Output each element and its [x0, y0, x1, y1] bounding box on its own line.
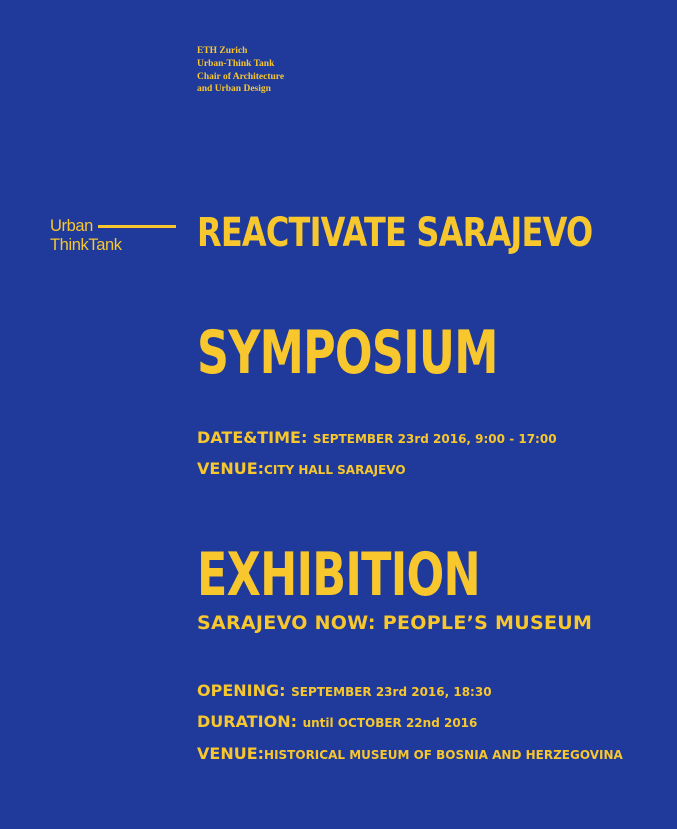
symposium-heading: SYMPOSIUM	[197, 318, 498, 388]
institution-line: Chair of Architecture	[197, 71, 285, 82]
institution-line: Urban-Think Tank	[197, 58, 275, 69]
exhibition-heading: EXHIBITION	[197, 540, 480, 610]
institution-block	[197, 45, 284, 96]
datetime-label: DATE&TIME:	[197, 428, 308, 447]
opening-value: SEPTEMBER 23rd 2016, 18:30	[291, 685, 492, 699]
exhibition-duration	[197, 712, 477, 731]
institution-line: ETH Zurich	[197, 46, 248, 56]
exhibition-opening	[197, 681, 492, 700]
logo-word-thinktank: ThinkTank	[50, 236, 122, 254]
exhibition-subtitle: SARAJEVO NOW: PEOPLE’S MUSEUM	[197, 612, 593, 634]
venue-value: CITY HALL SARAJEVO	[264, 463, 406, 477]
opening-label: OPENING:	[197, 681, 286, 700]
logo-rule	[98, 225, 176, 228]
symposium-venue	[197, 459, 406, 478]
institution-line: and Urban Design	[197, 84, 271, 95]
duration-value: until OCTOBER 22nd 2016	[302, 716, 478, 730]
exhibition-venue	[197, 744, 623, 763]
logo-word-urban: Urban	[50, 217, 93, 235]
duration-label: DURATION:	[197, 712, 297, 731]
venue-value: HISTORICAL MUSEUM OF BOSNIA AND HERZEGOVINA	[264, 748, 623, 762]
venue-label: VENUE:	[197, 744, 265, 763]
symposium-datetime	[197, 428, 557, 447]
venue-label: VENUE:	[197, 459, 265, 478]
datetime-value: SEPTEMBER 23rd 2016, 9:00 - 17:00	[312, 432, 557, 446]
page-title: REACTIVATE SARAJEVO	[197, 210, 593, 256]
urban-think-tank-logo	[50, 217, 176, 255]
